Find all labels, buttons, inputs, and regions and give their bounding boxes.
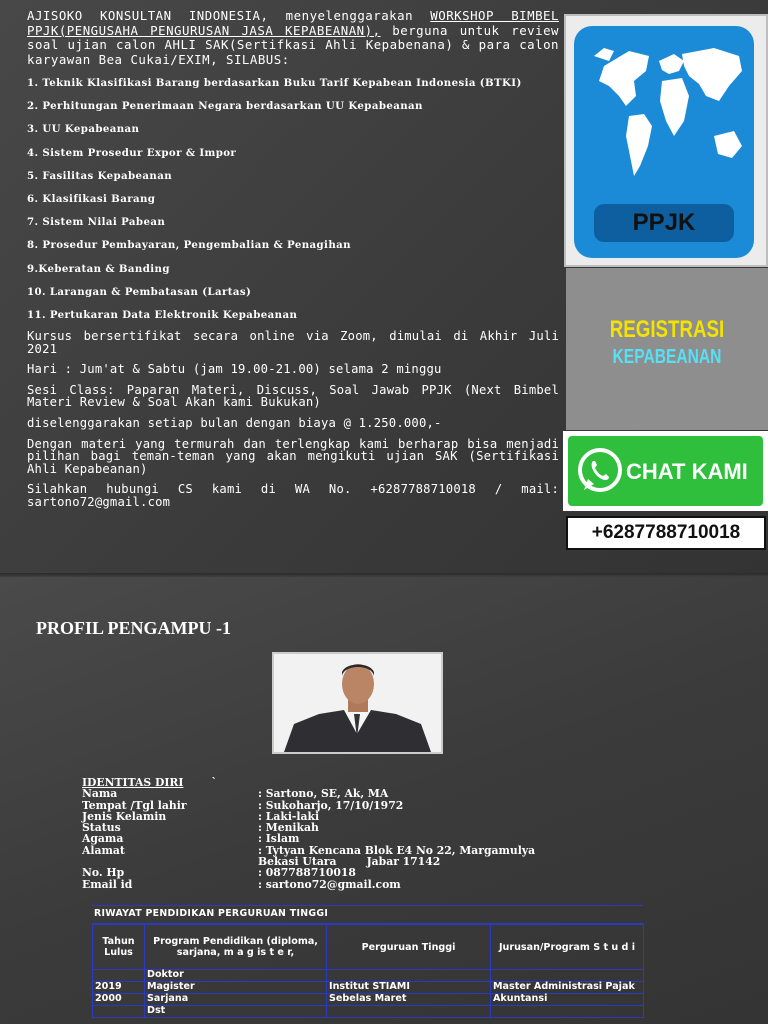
identity-header-mark: ` — [211, 776, 217, 789]
syllabus-item: 10. Larangan & Pembatasan (Lartas) — [27, 285, 252, 298]
syllabus-item: 11. Pertukaran Data Elektronik Kepabeanan — [27, 308, 298, 321]
registrasi-subtitle: KEPABEANAN — [612, 346, 722, 368]
intro-workshop-title: WORKSHOP BIMBEL PPJK(PENGUSAHA PENGURUSAN JASA KEPABEANAN), — [27, 8, 559, 38]
table-cell — [93, 970, 145, 982]
education-table — [92, 924, 644, 1018]
identity-key: Alamat — [82, 843, 125, 857]
identity-header: IDENTITAS DIRI — [82, 776, 184, 789]
profile-photo — [272, 652, 443, 754]
identity-row — [82, 867, 535, 878]
column-header: Jurusan/Program S t u d i — [491, 925, 644, 970]
table-cell: Institut STIAMI — [327, 982, 491, 994]
course-days-text: Hari : Jum'at & Sabtu (jam 19.00-21.00) selama 2 minggu — [27, 362, 442, 377]
ppjk-logo-badge — [574, 26, 754, 258]
table-row — [93, 970, 644, 982]
table-cell — [327, 1006, 491, 1018]
intro-organizer: AJISOKO KONSULTAN INDONESIA, menyelenggarakan — [27, 8, 414, 23]
table-cell: Sarjana — [145, 994, 327, 1006]
syllabus-item: 3. UU Kepabeanan — [27, 123, 140, 136]
table-cell: Doktor — [145, 970, 327, 982]
intro-purpose: berguna untuk review soal ujian calon AHLI SAK(Sertifkasi Ahli Kepabenana) & para calon karyawan Bea Cukai/EXIM, SILABUS: — [27, 22, 559, 67]
identity-value: : Sukoharjo, 17/10/1972 — [258, 798, 404, 812]
identity-row — [82, 879, 535, 890]
identity-value: : Menikah — [258, 821, 319, 835]
education-title: RIWAYAT PENDIDIKAN PERGURUAN TINGGI — [92, 905, 643, 924]
profile-title: PROFIL PENGAMPU -1 — [36, 618, 231, 638]
identity-key: Nama — [82, 787, 118, 801]
education-header-row — [93, 925, 644, 970]
syllabus-item: 9.Keberatan & Banding — [27, 262, 170, 275]
identity-key: Tempat /Tgl lahir — [82, 798, 187, 812]
identity-key: Email id — [82, 877, 133, 891]
contact-text: Silahkan hubungi CS kami di WA No. +6287788710018 / mail: sartono72@gmail.com — [27, 482, 559, 509]
identity-key: Jenis Kelamin — [82, 809, 167, 823]
syllabus-item: 1. Teknik Klasifikasi Barang berdasarkan Buku Tarif Kepabean Indonesia (BTKI) — [27, 77, 522, 89]
syllabus-item: 4. Sistem Prosedur Expor & Impor — [27, 146, 237, 159]
identity-row — [82, 822, 535, 833]
identity-section — [82, 777, 535, 890]
table-cell — [327, 970, 491, 982]
column-header: Program Pendidikan (diploma, sarjana, m a g is t e r, — [145, 925, 327, 970]
course-promo-text: Dengan materi yang termurah dan terlengkap kami berharap bisa menjadi pilihan bagi teman-teman yang akan mengikuti ujian SAK (Sertifikasi Ahli Kepabeanan) — [27, 436, 559, 476]
identity-row — [82, 788, 535, 799]
course-schedule-text: Kursus bersertifikat secara online via Zoom, dimulai di Akhir Juli 2021 — [27, 329, 559, 356]
course-session-text: Sesi Class: Paparan Materi, Discuss, Soal Jawab PPJK (Next Bimbel Materi Review & Soal Akan kami Bukukan) — [27, 382, 559, 410]
person-portrait-icon — [274, 654, 441, 752]
course-description — [27, 9, 559, 517]
table-row — [93, 982, 644, 994]
ppjk-logo — [564, 14, 768, 267]
identity-value: : 087788710018 — [258, 866, 356, 880]
identity-key: Status — [82, 821, 121, 835]
identity-value: : Sartono, SE, Ak, MA — [258, 787, 389, 801]
course-fee-text: diselenggarakan setiap bulan dengan biaya @ 1.250.000,- — [27, 416, 442, 431]
identity-value: : sartono72@gmail.com — [258, 877, 401, 891]
world-map-icon — [574, 26, 754, 206]
column-header: Tahun Lulus — [93, 925, 145, 970]
syllabus-item: 2. Perhitungan Penerimaan Negara berdasarkan UU Kepabeanan — [27, 100, 423, 113]
syllabus-list — [27, 77, 559, 321]
syllabus-item: 7. Sistem Nilai Pabean — [27, 216, 166, 229]
table-cell: 2000 — [93, 994, 145, 1006]
syllabus-item: 5. Fasilitas Kepabeanan — [27, 169, 173, 182]
table-cell — [491, 1006, 644, 1018]
chat-kami-badge — [568, 436, 763, 506]
chat-kami-button[interactable] — [563, 431, 768, 511]
identity-value: : Tytyan Kencana Blok E4 No 22, Margamulya — [258, 843, 536, 857]
identity-key: No. Hp — [82, 866, 125, 880]
chat-kami-label: CHAT KAMI — [626, 459, 748, 484]
table-cell — [491, 970, 644, 982]
profile-slide — [0, 577, 768, 1024]
intro-text — [27, 9, 559, 67]
whatsapp-icon — [576, 446, 624, 494]
table-cell: Akuntansi — [491, 994, 644, 1006]
table-cell: Sebelas Maret — [327, 994, 491, 1006]
identity-key: Agama — [82, 832, 124, 846]
table-cell: Master Administrasi Pajak — [491, 982, 644, 994]
table-cell: Magister — [145, 982, 327, 994]
table-row — [93, 1006, 644, 1018]
registrasi-banner[interactable] — [566, 268, 768, 430]
identity-value: : Islam — [258, 832, 300, 846]
registrasi-title: REGISTRASI — [609, 316, 725, 343]
column-header: Perguruan Tinggi — [327, 925, 491, 970]
syllabus-item: 8. Prosedur Pembayaran, Pengembalian & Penagihan — [27, 239, 351, 252]
education-table-section — [92, 905, 643, 1018]
identity-value: : Laki-laki — [258, 809, 320, 823]
table-row — [93, 994, 644, 1006]
table-cell: 2019 — [93, 982, 145, 994]
table-cell — [93, 1006, 145, 1018]
ppjk-label: PPJK — [594, 204, 734, 242]
table-cell: Dst — [145, 1006, 327, 1018]
syllabus-item: 6. Klasifikasi Barang — [27, 192, 156, 205]
phone-number-box: +6287788710018 — [566, 516, 766, 550]
identity-value: Bekasi Utara Jabar 17142 — [258, 855, 441, 869]
